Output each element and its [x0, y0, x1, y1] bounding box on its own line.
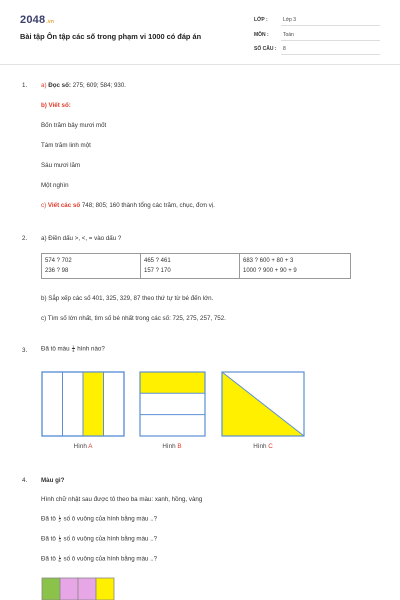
- q4-title: Màu gì?: [41, 477, 65, 484]
- page-header: [0, 0, 400, 66]
- caption-prefix: Hình: [73, 443, 87, 450]
- q1-line-2: Tám trăm linh một: [41, 142, 91, 149]
- fraction-numerator: 1: [58, 554, 61, 559]
- q2-compare-table: [41, 253, 351, 279]
- shape-a: [42, 372, 124, 436]
- q4-intro: Hình chữ nhật sau được tô theo ba màu: xanh, hồng, vàng: [41, 496, 203, 503]
- caption-prefix: Hình: [253, 443, 267, 450]
- shape-b: [140, 372, 205, 436]
- line-after: số ô vuông của hình bằng màu ..?: [63, 515, 158, 523]
- meta-value: Toán: [283, 32, 294, 38]
- logo-tld: .vn: [46, 19, 55, 25]
- q3-fraction: [72, 345, 74, 353]
- fraction-denominator: 3: [58, 538, 61, 544]
- q3-question: [41, 345, 105, 353]
- q4-color-grid: [40, 576, 130, 600]
- table-cell: [240, 254, 351, 279]
- cell-line: 157 ? 170: [144, 268, 171, 274]
- line-before: Đã tô: [41, 535, 56, 543]
- q4-fraction: [59, 535, 61, 543]
- q1-line-4: Một nghìn: [41, 182, 69, 189]
- q1-line-1: Bốn trăm bảy mươi mốt: [41, 122, 107, 129]
- q1-part-c: [41, 202, 215, 209]
- q1-c-bold: Viết các số: [47, 202, 81, 209]
- q3-text-after: hình nào?: [77, 345, 105, 353]
- meta-value: 8: [283, 46, 286, 52]
- table-cell: [141, 254, 240, 279]
- cell-line: 1000 ? 900 + 90 + 9: [243, 268, 297, 274]
- meta-value: Lớp 3: [283, 17, 297, 23]
- site-logo[interactable]: [20, 14, 54, 26]
- table-cell: [42, 254, 141, 279]
- fraction-denominator: 6: [58, 558, 61, 564]
- q3-shapes: [0, 368, 400, 448]
- cell-line: 574 ? 702: [45, 258, 72, 264]
- meta-underline: [281, 40, 380, 41]
- question-1-number: 1.: [22, 82, 28, 89]
- caption-b: [152, 443, 192, 450]
- meta-key: MÔN :: [254, 32, 269, 38]
- q1-part-b-label: b) Viết số:: [41, 102, 71, 109]
- logo-text: 2048: [20, 14, 46, 26]
- caption-letter: A: [88, 443, 93, 450]
- q4-line-1: [41, 515, 157, 523]
- q1-a-label: a): [41, 82, 47, 89]
- q4-fraction: [59, 515, 61, 523]
- line-before: Đã tô: [41, 555, 56, 563]
- line-after: số ô vuông của hình bằng màu ..?: [63, 535, 158, 543]
- q4-fraction: [59, 555, 61, 563]
- grid-cell-green: [42, 578, 60, 600]
- fraction-denominator: 4: [72, 348, 75, 354]
- line-after: số ô vuông của hình bằng màu ..?: [63, 555, 158, 563]
- grid-cell-pink: [78, 578, 96, 600]
- header-divider: [0, 64, 400, 65]
- shape-b-shaded: [140, 372, 205, 393]
- cell-line: 465 ? 461: [144, 258, 171, 264]
- q1-a-bold: Đọc số:: [48, 82, 71, 89]
- cell-line: 236 ? 98: [45, 268, 69, 274]
- q2-part-c: c) Tìm số lớn nhất, tìm số bé nhất trong các số: 725, 275, 257, 752.: [41, 315, 226, 322]
- q1-line-3: Sáu mươi lăm: [41, 162, 81, 169]
- caption-letter: B: [177, 443, 182, 450]
- fraction-denominator: 2: [58, 518, 61, 524]
- q4-line-2: [41, 535, 157, 543]
- q1-c-label: c): [41, 202, 47, 209]
- grid-cell-pink: [60, 578, 78, 600]
- q1-a-text: 275; 609; 584; 930.: [72, 82, 127, 89]
- q1-c-text: 748; 805; 160 thành tổng các trăm, chục, đơn vị.: [81, 202, 215, 209]
- fraction-numerator: 1: [58, 534, 61, 539]
- q2-part-b: b) Sắp xếp các số 401, 325, 329, 87 theo thứ tự từ bé đến lớn.: [41, 295, 214, 302]
- fraction-numerator: 1: [72, 344, 75, 349]
- q3-text-before: Đã tô màu: [41, 345, 70, 353]
- fraction-numerator: 1: [58, 514, 61, 519]
- shape-a-shaded: [83, 372, 104, 436]
- caption-c: [243, 443, 283, 450]
- table-row: [42, 254, 351, 279]
- grid-cell-yellow: [96, 578, 114, 600]
- caption-prefix: Hình: [162, 443, 176, 450]
- q2-part-a: a) Điền dấu >, <, = vào dấu ?: [41, 235, 122, 242]
- line-before: Đã tô: [41, 515, 56, 523]
- q4-line-3: [41, 555, 157, 563]
- question-3-number: 3.: [22, 347, 28, 354]
- cell-line: 683 ? 600 + 80 + 3: [243, 258, 294, 264]
- document-title: Bài tập Ôn tập các số trong phạm vi 1000 có đáp án: [20, 32, 202, 41]
- question-2-number: 2.: [22, 235, 28, 242]
- question-4-number: 4.: [22, 477, 28, 484]
- shape-c: [222, 372, 304, 436]
- meta-underline: [281, 25, 380, 26]
- caption-a: [63, 443, 103, 450]
- meta-key: SỐ CÂU :: [254, 46, 277, 52]
- meta-key: LỚP :: [254, 17, 268, 23]
- caption-letter: C: [268, 443, 273, 450]
- meta-underline: [281, 54, 380, 55]
- q1-part-a: [41, 82, 126, 89]
